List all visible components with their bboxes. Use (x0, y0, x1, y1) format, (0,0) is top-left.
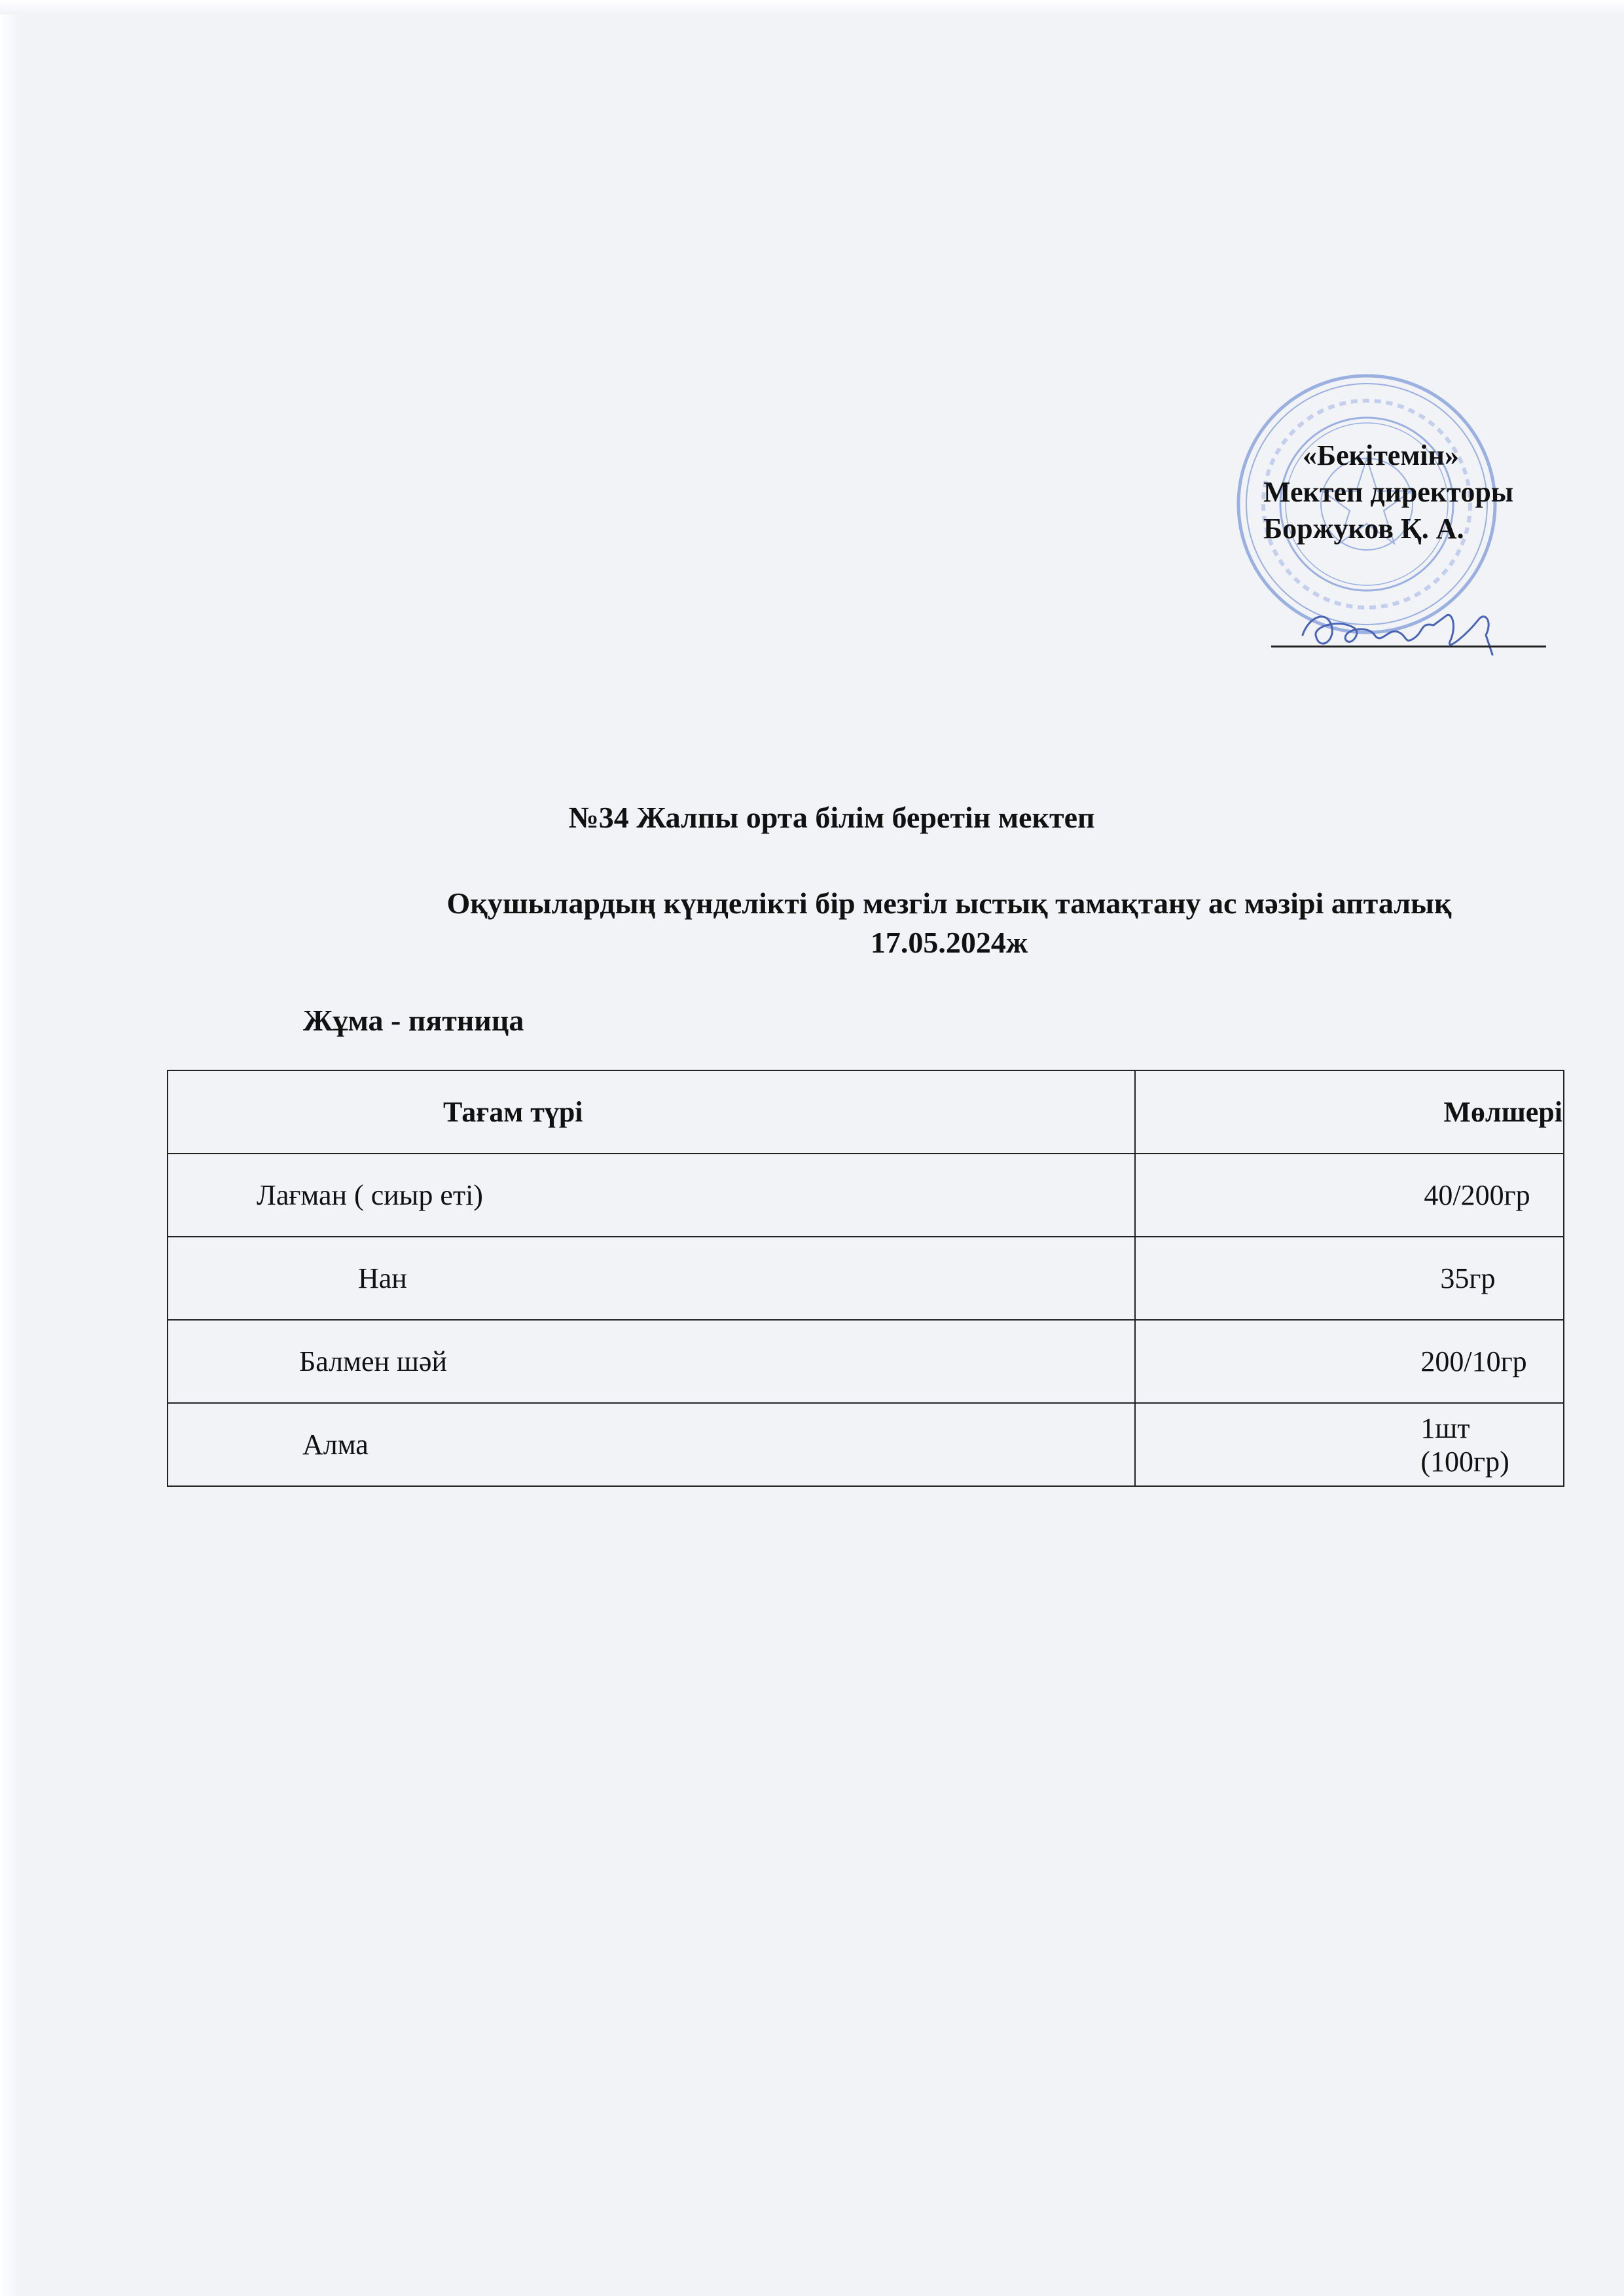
scan-edge (0, 0, 1624, 14)
table-header-row (168, 1070, 1564, 1154)
signature-icon (1283, 589, 1532, 668)
amount-cell: 1шт (100гр) (1135, 1403, 1564, 1486)
menu-title (275, 884, 1623, 962)
menu-date: 17.05.2024ж (870, 926, 1028, 959)
table-row (168, 1237, 1564, 1320)
column-header-amount: Мөлшері (1135, 1070, 1564, 1154)
table-row (168, 1320, 1564, 1403)
column-header-dish: Тағам түрі (168, 1070, 1135, 1154)
dish-cell: Лағман ( сиыр еті) (168, 1154, 1135, 1237)
dish-cell: Балмен шәй (168, 1320, 1135, 1403)
menu-title-text: Оқушылардың күнделікті бір мезгіл ыстық тамақтану ас мәзірі апталық (446, 886, 1452, 920)
menu-table (167, 1070, 1564, 1487)
approval-position: Мектеп директоры (1263, 476, 1514, 508)
scan-edge (0, 0, 20, 2296)
amount-cell: 200/10гр (1135, 1320, 1564, 1403)
approval-name: Боржуков Қ. А. (1263, 513, 1464, 545)
signature-line (1271, 646, 1546, 647)
amount-cell: 35гр (1135, 1237, 1564, 1320)
dish-cell: Нан (168, 1237, 1135, 1320)
day-label: Жұма - пятница (303, 1004, 524, 1037)
approval-block (1263, 437, 1604, 547)
dish-cell: Алма (168, 1403, 1135, 1486)
school-title: №34 Жалпы орта білім беретін мектеп (568, 801, 1095, 834)
table-row (168, 1403, 1564, 1486)
approval-heading: «Бекітемін» (1303, 439, 1459, 471)
amount-cell: 40/200гр (1135, 1154, 1564, 1237)
table-row (168, 1154, 1564, 1237)
